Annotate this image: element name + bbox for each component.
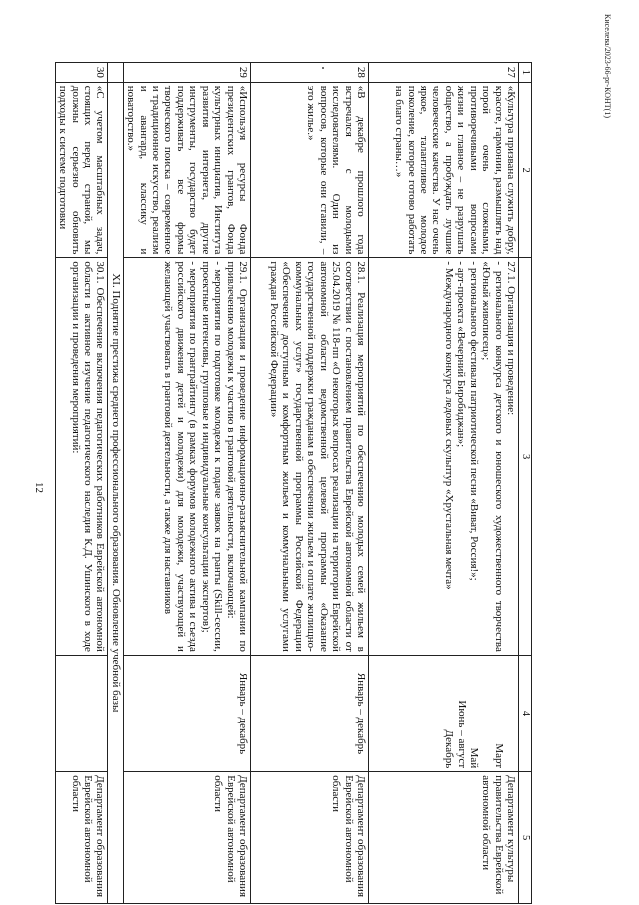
event-line: - мероприятия по грантрайтингу (в рамках форумов молодежного актива и съезда российского движения детей и молодежи) для молодежи, участвующей и желающей участвовать в грантовой деятельности, а также для наставников	[162, 261, 200, 652]
terms-cell	[251, 655, 369, 771]
event-line: 30.1. Обеспечение включения педагогических работников Еврейской автономной области в активное изучение педагогического наследия К.Д. Ушинского в ходе организации и проведения мероприятий:	[69, 261, 107, 652]
section-title: XI. Поднятие престижа среднего профессионального образования. Обновление учебной базы	[108, 82, 123, 903]
table-row	[123, 63, 250, 904]
rotated-page	[57, 62, 532, 904]
term-line: Декабрь	[443, 729, 456, 769]
event-line: 29.1. Организация и проведение информационно-разъяснительной кампании по привлечению молодежи к участию в грантовой деятельности, включающей:	[224, 261, 249, 652]
executor-cell: Департамент образования Еврейской автономной области	[55, 772, 108, 904]
event-line: - регионального конкурса детского и юношеского художественного творчества «Юный живописец»;	[480, 261, 505, 652]
term-line: Июнь – август	[455, 700, 468, 769]
executor-cell: Департамент культуры правительства Еврейской автономной области	[369, 772, 519, 904]
section-row	[108, 63, 123, 904]
term-line: Май	[468, 747, 481, 769]
term-line	[480, 659, 492, 768]
header-cell: 4	[519, 655, 532, 771]
document-stamp: Киселева/2023-66-рг-КОНТ(1)	[603, 14, 612, 118]
header-cell: 2	[519, 82, 532, 258]
row-number: 28	[251, 63, 369, 83]
quote-cell: «Культура призвана служить добру, красоте, гармонии, размышлять над порой очень сложными, противоречивыми вопросами жизни и главное – не разрушать общество, а пробуждать лучшие человеческие качества. У нас очень яркое, талантливое молодое поколение, которое готово работать на благо страны…»	[369, 82, 519, 258]
executor-cell: Департамент образования Еврейской автономной области	[123, 772, 250, 904]
events-cell	[123, 258, 250, 655]
terms-cell	[369, 655, 519, 771]
term-line: Март	[493, 743, 505, 769]
header-cell: 3	[519, 258, 532, 655]
quote-cell: «С учетом масштабных задач, стоящих перед страной, мы должны серьезно обновить подходы к системе подготовки	[55, 82, 108, 258]
event-line: - регионального фестиваля патриотической песни «Виват, Россия!»;	[467, 261, 480, 581]
executor-cell: Департамент образования Еврейской автономной области	[251, 772, 369, 904]
quote-cell: «Используя ресурсы Фонда президентских грантов, Фонда культурных инициатив, Института развития интернета, другие инструменты, государство будет поддерживать все формы творческого поиска – современное и традиционное искусство, реализм и авангард, классику и новаторство.»	[123, 82, 250, 258]
events-cell	[55, 258, 108, 655]
table-row	[369, 63, 519, 904]
table-row	[251, 63, 369, 904]
event-line: - Международного конкурса ледовых скульптур «Хрустальная мечта»	[442, 261, 455, 590]
quote-cell: «В декабре прошлого года встречался с молодыми исследователями. Один из вопросов, которые они ставили, – это жилье.»	[251, 82, 369, 258]
terms-cell	[55, 655, 108, 771]
term-line: Январь – декабрь	[355, 672, 367, 755]
header-cell: 5	[519, 772, 532, 904]
event-line: 28.1. Реализация мероприятий по обеспечению молодых семей жильем в соответствии с постановлением правительства Еврейской автономной области от 25.04.2019 № 118-пп «О некоторых вопросах реализации на территории Еврейской автономной области ведомственной целевой программы «Оказание государственной поддержки гражданам в обеспечении жильем и оплате жилищно-коммунальных услуг» государственной программы Российской Федерации «Обеспечение доступным и комфортным жильем и коммунальными услугами граждан Российской Федерации»	[268, 261, 367, 652]
page-number: 12	[33, 482, 45, 493]
event-line: - мероприятия по подготовке молодежи к подаче заявок на гранты (Skill-сессии, проектные интенсивы, групповые и индивидуальные консультации экспертов);	[199, 261, 225, 652]
row-number: 30	[55, 63, 108, 83]
events-cell	[251, 258, 369, 655]
table-header-row	[519, 63, 532, 904]
header-cell: 1	[519, 63, 532, 83]
table-row	[55, 63, 108, 904]
events-cell	[369, 258, 519, 655]
term-line: Январь – декабрь	[237, 672, 249, 755]
terms-cell	[123, 655, 250, 771]
section-spacer	[108, 63, 123, 83]
row-number: 29	[123, 63, 250, 83]
plan-table	[55, 62, 532, 904]
event-line: 27.1. Организация и проведение:	[505, 261, 517, 416]
event-line: - арт-проекта «Вечерний Биробиджан»;	[455, 261, 468, 448]
row-number: 27	[369, 63, 519, 83]
